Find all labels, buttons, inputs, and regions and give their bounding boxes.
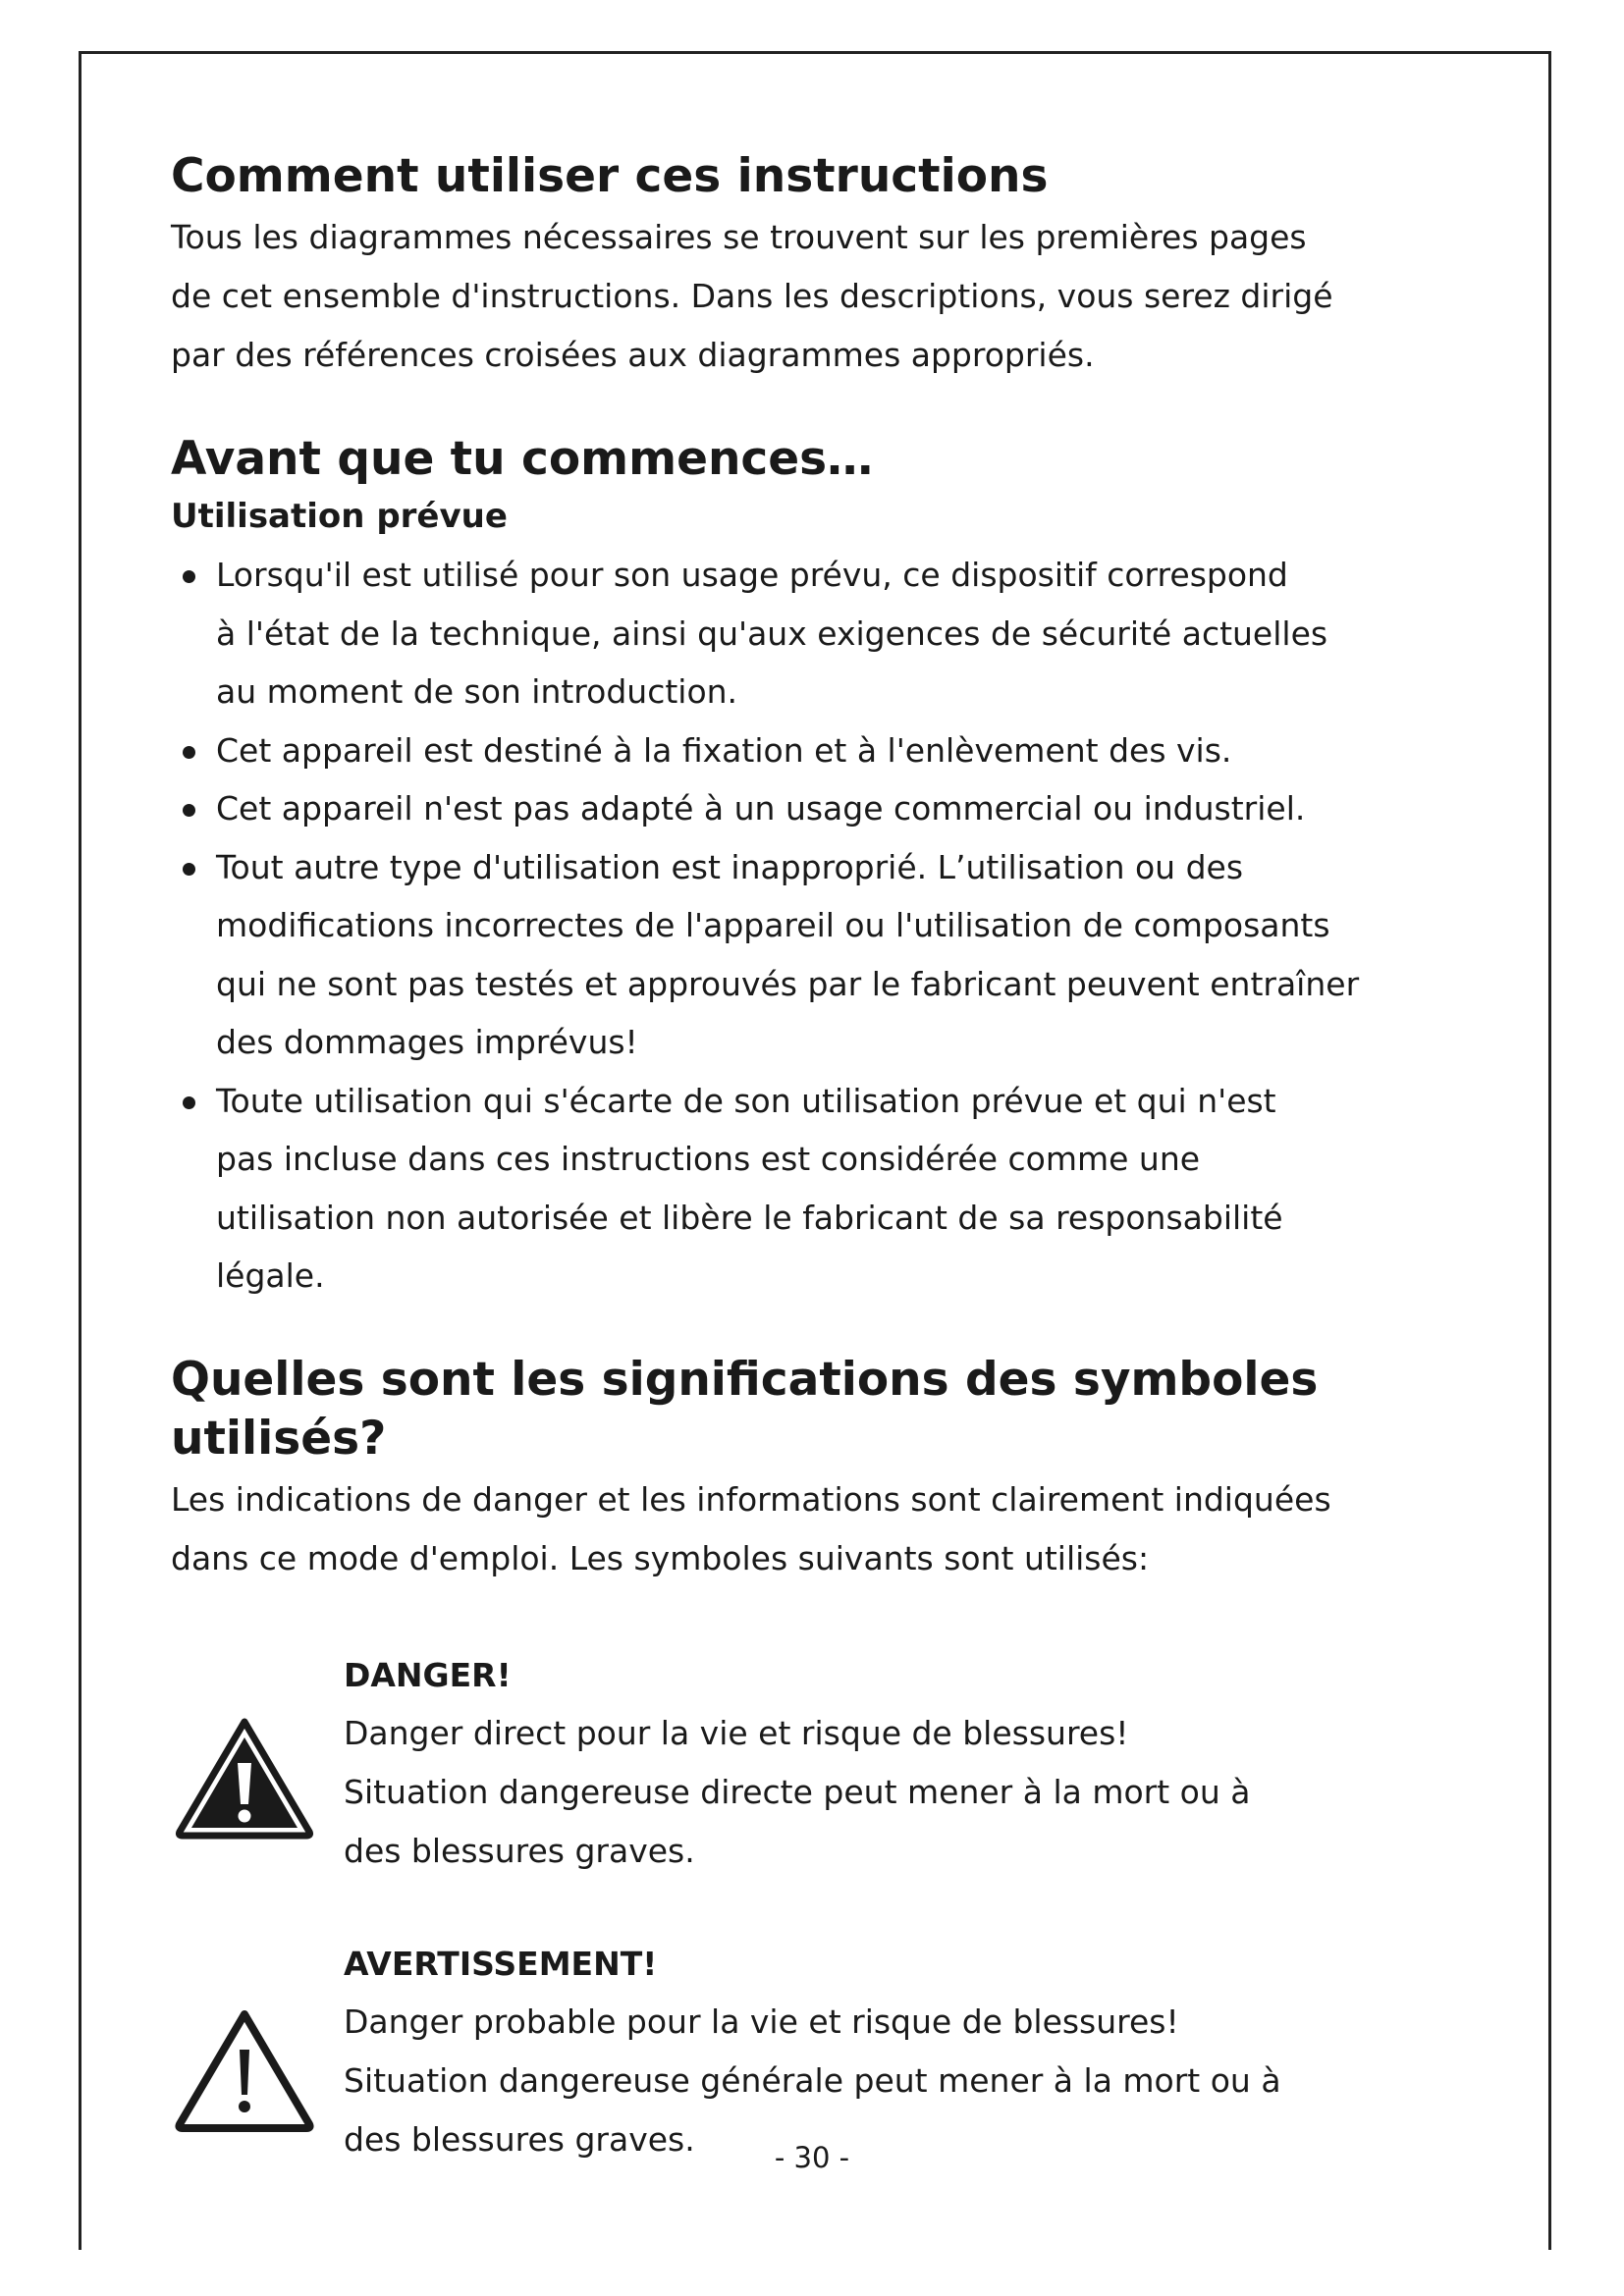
intended-use-subtitle: Utilisation prévue [171,497,508,536]
bullet-dot-icon [183,804,195,817]
before-you-start-title: Avant que tu commences… [171,432,874,486]
page-frame-top [79,51,1551,54]
bullet-dot-icon [183,863,195,876]
bullet-dot-icon [183,570,195,583]
danger-title: DANGER! [344,1655,512,1694]
list-item-line: Cet appareil est destiné à la fixation et à l'enlèvement des vis. [216,730,1232,770]
list-item [171,1072,1467,1306]
list-item-line: au moment de son introduction. [216,672,738,711]
list-item-line: utilisation non autorisée et libère le fabricant de sa responsabilité [216,1198,1283,1237]
danger-block [171,1647,1467,1881]
list-item-line: légale. [216,1256,325,1295]
warning-title: AVERTISSEMENT! [344,1944,658,1983]
warning-line: Situation dangereuse générale peut mener à la mort ou à [344,2060,1281,2100]
list-item [171,546,1467,721]
warning-block [171,1936,1467,2169]
list-item-line: Tout autre type d'utilisation est inapproprié. L’utilisation ou des [216,847,1244,886]
list-item-line: modifications incorrectes de l'appareil ou l'utilisation de composants [216,906,1330,944]
symbols-intro-line: Les indications de danger et les informations sont clairement indiquées [171,1479,1331,1519]
danger-line: Situation dangereuse directe peut mener à la mort ou à [344,1772,1251,1811]
danger-triangle-icon [171,1712,318,1842]
how-to-use-title: Comment utiliser ces instructions [171,149,1049,203]
page-number: - 30 - [774,2141,850,2174]
symbols-intro-line: dans ce mode d'emploi. Les symboles suivants sont utilisés: [171,1538,1150,1577]
list-item-line: à l'état de la technique, ainsi qu'aux exigences de sécurité actuelles [216,614,1328,653]
list-item [171,838,1467,1072]
page-content [171,147,1467,2169]
warning-line: des blessures graves. [344,2119,695,2159]
danger-line: Danger direct pour la vie et risque de blessures! [344,1713,1129,1752]
list-item-line: qui ne sont pas testés et approuvés par le fabricant peuvent entraîner [216,964,1360,1003]
list-item-line: pas incluse dans ces instructions est considérée comme une [216,1140,1201,1178]
symbols-title: Quelles sont les significations des symboles utilisés? [171,1352,1319,1466]
list-item-line: Lorsqu'il est utilisé pour son usage prévu, ce dispositif correspond [216,556,1288,594]
danger-line: des blessures graves. [344,1831,695,1870]
bullet-dot-icon [183,1096,195,1109]
page-frame-left [79,51,81,2250]
bullet-dot-icon [183,746,195,759]
page-frame-right [1548,51,1551,2250]
warning-line: Danger probable pour la vie et risque de blessures! [344,2002,1179,2041]
how-to-use-line: Tous les diagrammes nécessaires se trouvent sur les premières pages [171,218,1307,256]
how-to-use-line: par des références croisées aux diagrammes appropriés. [171,336,1095,374]
how-to-use-line: de cet ensemble d'instructions. Dans les descriptions, vous serez dirigé [171,277,1333,315]
list-item-line: Cet appareil n'est pas adapté à un usage commercial ou industriel. [216,789,1306,828]
intended-use-list [171,546,1467,1306]
list-item [171,721,1467,780]
list-item-line: des dommages imprévus! [216,1023,638,1061]
warning-triangle-icon [171,2004,318,2134]
list-item [171,779,1467,838]
list-item-line: Toute utilisation qui s'écarte de son utilisation prévue et qui n'est [216,1081,1276,1120]
